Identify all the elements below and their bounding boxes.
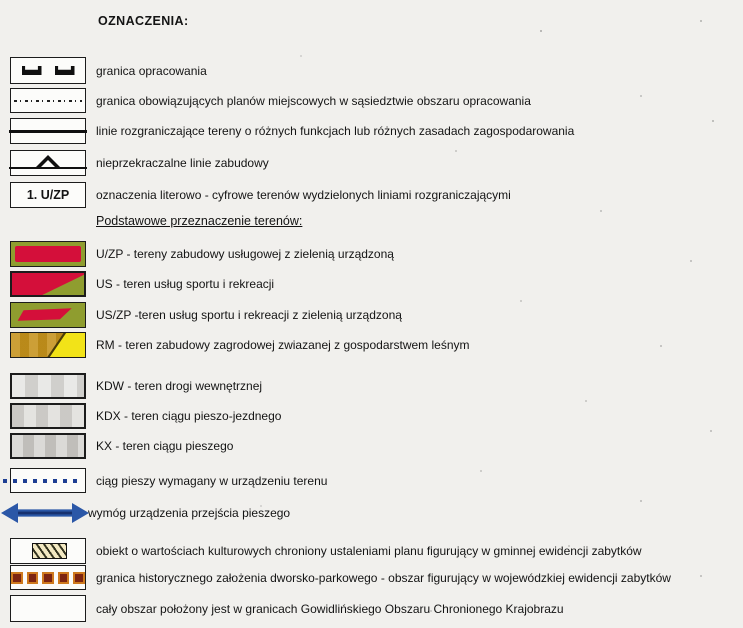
setback-line-icon — [9, 167, 87, 169]
legend-row — [0, 403, 743, 429]
boundary-bracket-icon — [22, 66, 42, 75]
legend-row-label: ciąg pieszy wymagany w urządzeniu terenu — [96, 473, 328, 488]
legend-row — [0, 271, 743, 297]
legend-row — [0, 332, 743, 358]
kx-swatch — [10, 433, 86, 459]
green-corner-icon — [12, 273, 84, 295]
section-header: Podstawowe przeznaczenie terenów: — [96, 214, 303, 228]
legend-row — [0, 468, 743, 493]
legend-title: OZNACZENIA: — [98, 14, 189, 28]
dotted-line-icon — [3, 479, 82, 483]
uszp-swatch — [10, 302, 86, 328]
boundary-bracket-icon — [55, 66, 75, 75]
legend-row — [0, 565, 743, 590]
historic-square-icon — [58, 572, 70, 584]
legend-row-label: US/ZP -teren usług sportu i rekreacji z zielenią urządzoną — [96, 308, 402, 322]
legend-row-label: KDX - teren ciągu pieszo-jezdnego — [96, 409, 282, 423]
area-code-box-symbol: 1. U/ZP — [10, 182, 86, 208]
protected-landscape-area-symbol — [10, 595, 86, 622]
legend-row — [0, 433, 743, 459]
uzp-swatch — [10, 241, 86, 267]
study-area-boundary-symbol — [10, 57, 86, 84]
legend-row — [0, 118, 743, 144]
legend-row-label: U/ZP - tereny zabudowy usługowej z zielenią urządzoną — [96, 247, 394, 261]
historic-square-icon — [42, 572, 54, 584]
neighbouring-plans-boundary-symbol — [10, 88, 86, 113]
rm-swatch — [10, 332, 86, 358]
dividing-lines-symbol — [10, 118, 86, 144]
legend-row-label: obiekt o wartościach kulturowych chroniony ustaleniami planu figurujący w gminnej ewidencji zabytków — [96, 544, 642, 558]
legend-row-label: wymóg urządzenia przejścia pieszego — [88, 506, 291, 520]
historic-square-icon — [11, 572, 23, 584]
legend-row — [0, 150, 743, 176]
fine-dashed-line-icon — [14, 100, 82, 102]
legend-row-label: granica opracowania — [96, 63, 207, 78]
legend-row — [0, 88, 743, 113]
legend-row — [0, 182, 743, 208]
legend-row — [0, 57, 743, 84]
legend-row — [0, 501, 743, 525]
double-arrow-icon — [0, 502, 90, 524]
double-arrow-symbol — [0, 501, 90, 525]
legend-row — [0, 373, 743, 399]
legend-row-label: nieprzekraczalne linie zabudowy — [96, 156, 269, 170]
triangle-icon — [41, 160, 55, 167]
kdw-swatch — [10, 373, 86, 399]
building-setback-line-symbol — [10, 150, 86, 176]
legend-row — [0, 595, 743, 622]
legend-row-label: KX - teren ciągu pieszego — [96, 439, 234, 453]
legend-row-label: granica obowiązujących planów miejscowych w sąsiedztwie obszaru opracowania — [96, 93, 531, 108]
legend-row-label: cały obszar położony jest w granicach Gowidlińskiego Obszaru Chronionego Krajobrazu — [96, 601, 564, 616]
legend-row-label: oznaczenia literowo - cyfrowe terenów wydzielonych liniami rozgraniczającymi — [96, 188, 511, 202]
red-band-icon — [11, 303, 85, 327]
legend-row-label: US - teren usług sportu i rekreacji — [96, 277, 275, 291]
us-swatch — [10, 271, 86, 297]
legend-row-label: RM - teren zabudowy zagrodowej zwiazanej z gospodarstwem leśnym — [96, 338, 470, 352]
yellow-area-icon — [11, 333, 85, 357]
legend-row — [0, 538, 743, 564]
hatched-cultural-object-symbol — [10, 538, 86, 564]
legend-row — [0, 302, 743, 328]
historic-park-boundary-symbol — [10, 565, 86, 590]
red-area-icon — [15, 246, 81, 262]
historic-square-icon — [73, 572, 85, 584]
legend-row-label: linie rozgraniczające tereny o różnych funkcjach lub różnych zasadach zagospodarowania — [96, 124, 575, 138]
hatched-box-icon — [32, 543, 67, 559]
kdx-swatch — [10, 403, 86, 429]
dotted-pedestrian-path-symbol — [10, 468, 86, 493]
legend-row — [0, 241, 743, 267]
legend-row-label: KDW - teren drogi wewnętrznej — [96, 379, 263, 393]
historic-square-icon — [27, 572, 39, 584]
scan-noise — [0, 0, 2, 2]
legend-row-label: granica historycznego założenia dworsko-parkowego - obszar figurujący w wojewódzkiej ewidencji zabytków — [96, 570, 671, 585]
thick-line-icon — [9, 130, 87, 133]
